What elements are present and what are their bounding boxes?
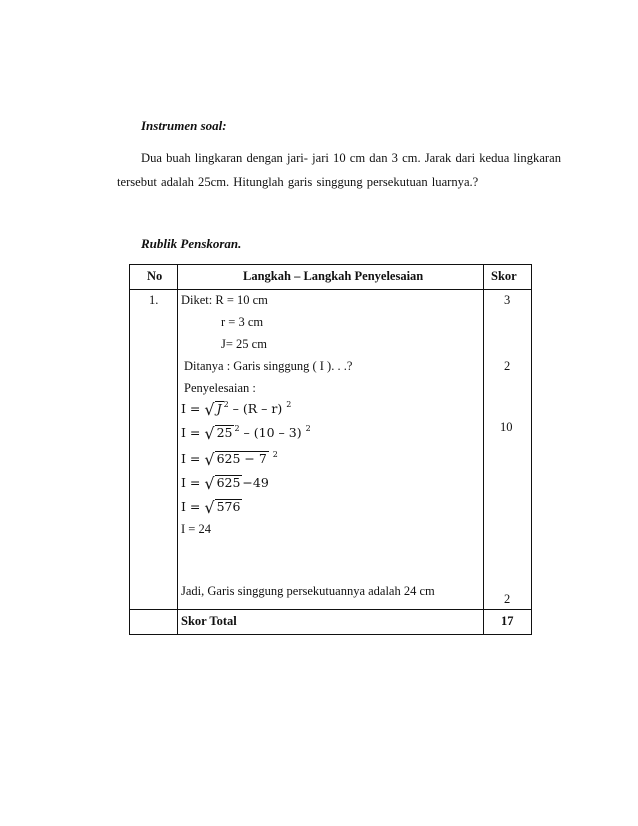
- table-border-right: [531, 264, 532, 635]
- step-2-radicand: 25: [216, 425, 233, 440]
- step-4-radicand: 625: [216, 475, 241, 490]
- step-3: [181, 450, 278, 469]
- step-3-prefix: I =: [181, 451, 205, 466]
- r-value-line: r = 3 cm: [221, 315, 264, 329]
- table-total-divider: [129, 609, 532, 610]
- score-jadi: 2: [504, 592, 511, 606]
- step-2: [181, 424, 311, 443]
- step-1-rest: – (R – r): [228, 401, 283, 416]
- sqrt-symbol: √ 576: [204, 498, 241, 517]
- sqrt-symbol: √ J: [204, 400, 222, 419]
- sqrt-symbol: √ 625 − 7: [204, 450, 267, 469]
- step-1-exp: 2: [223, 400, 229, 409]
- step-1: [181, 400, 291, 419]
- instrumen-heading: Instrumen soal:: [141, 118, 227, 133]
- sqrt-symbol: √25: [204, 424, 233, 443]
- score-penyelesaian: 10: [500, 420, 513, 434]
- sqrt-symbol: √625: [204, 474, 241, 493]
- step-5-radicand: 576: [216, 499, 241, 514]
- table-col-divider-1: [177, 264, 178, 635]
- table-border-left: [129, 264, 130, 635]
- total-label: Skor Total: [181, 614, 237, 628]
- rubrik-heading: Rublik Penskoran.: [141, 236, 242, 251]
- score-ditanya: 2: [504, 359, 511, 373]
- total-value: 17: [501, 614, 514, 628]
- step-2-prefix: I =: [181, 425, 205, 440]
- table-border-bottom: [129, 634, 532, 635]
- header-langkah: Langkah – Langkah Penyelesaian: [243, 269, 424, 283]
- step-2-exp2: 2: [305, 424, 311, 433]
- question-line-2: tersebut adalah 25cm. Hitunglah garis singgung persekutuan luarnya.?: [117, 175, 479, 189]
- header-no: No: [147, 269, 163, 283]
- conclusion-line: Jadi, Garis singgung persekutuannya adalah 24 cm: [181, 584, 435, 598]
- j-value-line: J= 25 cm: [221, 337, 267, 351]
- table-header-divider: [129, 289, 532, 290]
- table-col-divider-2: [483, 264, 484, 635]
- ditanya-line: Ditanya : Garis singgung ( I ). . .?: [184, 359, 353, 373]
- header-skor: Skor: [491, 269, 517, 283]
- diket-line: Diket: R = 10 cm: [181, 293, 268, 307]
- table-border-top: [129, 264, 532, 265]
- step-4-prefix: I =: [181, 475, 205, 490]
- step-1-prefix: I =: [181, 401, 205, 416]
- step-1-exp2: 2: [286, 400, 292, 409]
- question-line-1: Dua buah lingkaran dengan jari- jari 10 cm dan 3 cm. Jarak dari kedua lingkaran: [141, 151, 561, 165]
- step-2-rest: – (10 – 3): [239, 425, 302, 440]
- step-5-prefix: I =: [181, 499, 205, 514]
- step-4-rest: −49: [242, 475, 269, 490]
- step-3-exp: 2: [272, 450, 278, 459]
- rubric-table: [129, 264, 532, 634]
- step-6: I = 24: [181, 522, 211, 536]
- score-diket: 3: [504, 293, 511, 307]
- step-4: [181, 474, 269, 493]
- step-3-radicand: 625 − 7: [216, 451, 267, 466]
- step-1-radicand: J: [216, 401, 222, 416]
- step-2-exp: 2: [234, 424, 240, 433]
- row-number: 1.: [149, 293, 159, 307]
- penyelesaian-line: Penyelesaian :: [184, 381, 256, 395]
- step-5: [181, 498, 242, 517]
